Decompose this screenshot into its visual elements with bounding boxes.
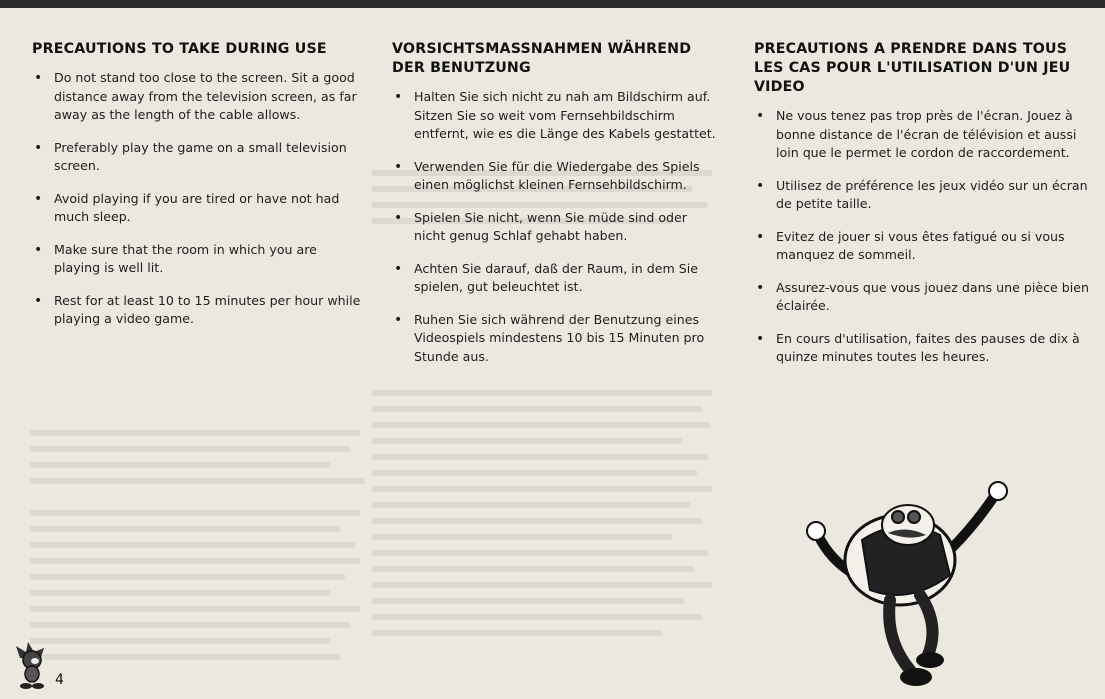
sonic-drawing (14, 640, 50, 690)
bullet-icon: • (756, 177, 765, 194)
list-item (754, 107, 1094, 163)
list-item-text: Achten Sie darauf, daß der Raum, in dem Sie spielen, gut beleuchtet ist. (414, 260, 698, 294)
list-item (32, 241, 362, 278)
bleed-through-lines-left (0, 420, 372, 690)
list-item (392, 311, 722, 367)
list-item (392, 260, 722, 297)
bullet-icon: • (756, 228, 765, 245)
list-item-text: Ne vous tenez pas trop près de l'écran. Jouez à bonne distance de l'écran de télévision et aussi loin que le permet le cordon de raccordement. (776, 108, 1077, 160)
bullet-icon: • (394, 209, 403, 226)
list-item (754, 330, 1094, 367)
list-item (32, 190, 362, 227)
precautions-list (754, 107, 1094, 367)
section-title: PRECAUTIONS A PRENDRE DANS TOUS LES CAS POUR L'UTILISATION D'UN JEU VIDEO (754, 41, 1071, 95)
bullet-icon: • (34, 139, 43, 156)
precautions-list (32, 69, 362, 329)
section-title: VORSICHTSMASSNAHMEN WÄHREND DER BENUTZUNG (392, 41, 692, 76)
bullet-icon: • (34, 190, 43, 207)
section-title: PRECAUTIONS TO TAKE DURING USE (32, 41, 327, 57)
bullet-icon: • (34, 292, 43, 309)
list-item (392, 158, 722, 195)
bullet-icon: • (394, 260, 403, 277)
bullet-icon: • (394, 89, 403, 105)
bullet-icon: • (756, 330, 765, 347)
bullet-icon: • (34, 70, 43, 86)
bullet-icon: • (34, 241, 43, 258)
section-english (32, 40, 362, 343)
list-item-text: Avoid playing if you are tired or have not had much sleep. (54, 190, 340, 224)
list-item (32, 139, 362, 176)
list-item-text: Ruhen Sie sich während der Benutzung eines Videospiels mindestens 10 bis 15 Minuten pro Stunde aus. (414, 311, 705, 364)
page-number: 4 (55, 672, 64, 688)
bullet-icon: • (756, 108, 765, 124)
list-item (32, 69, 362, 125)
bullet-icon: • (756, 279, 765, 296)
list-item-text: Do not stand too close to the screen. Sit a good distance away from the television screen, as far away as the length of the cable allows. (54, 70, 357, 122)
page-top-edge (0, 0, 1105, 8)
bleed-through-texture-left (0, 420, 372, 690)
bullet-icon: • (394, 311, 403, 328)
section-french (754, 40, 1094, 381)
precautions-list (392, 88, 722, 366)
list-item-text: Utilisez de préférence les jeux vidéo sur un écran de petite taille. (776, 177, 1088, 211)
list-item-text: Verwenden Sie für die Wiedergabe des Spiels einen möglichst kleinen Fernsehbildschirm. (414, 158, 700, 192)
list-item-text: Preferably play the game on a small television screen. (54, 139, 347, 173)
list-item-text: Evitez de jouer si vous êtes fatigué ou si vous manquez de sommeil. (776, 228, 1065, 262)
list-item (32, 292, 362, 329)
list-item (754, 177, 1094, 214)
list-item (392, 88, 722, 144)
sonic-mascot-icon (14, 640, 50, 690)
list-item (754, 279, 1094, 316)
list-item-text: Halten Sie sich nicht zu nah am Bildschirm auf. Sitzen Sie so weit vom Fernsehbildschirm entfernt, wie es die Länge des Kabels gestattet. (414, 89, 716, 141)
bullet-icon: • (394, 158, 403, 175)
list-item (392, 209, 722, 246)
list-item-text: Spielen Sie nicht, wenn Sie müde sind oder nicht genug Schlaf gehabt haben. (414, 209, 687, 243)
robotnik-drawing (800, 455, 1030, 695)
list-item-text: Make sure that the room in which you are playing is well lit. (54, 241, 317, 275)
robotnik-mascot-icon (800, 455, 1030, 695)
section-german (392, 40, 722, 380)
list-item-text: Assurez-vous que vous jouez dans une pièce bien éclairée. (776, 279, 1089, 313)
list-item-text: Rest for at least 10 to 15 minutes per hour while playing a video game. (54, 292, 361, 326)
list-item-text: En cours d'utilisation, faites des pauses de dix à quinze minutes toutes les heures. (776, 330, 1080, 364)
list-item (754, 228, 1094, 265)
